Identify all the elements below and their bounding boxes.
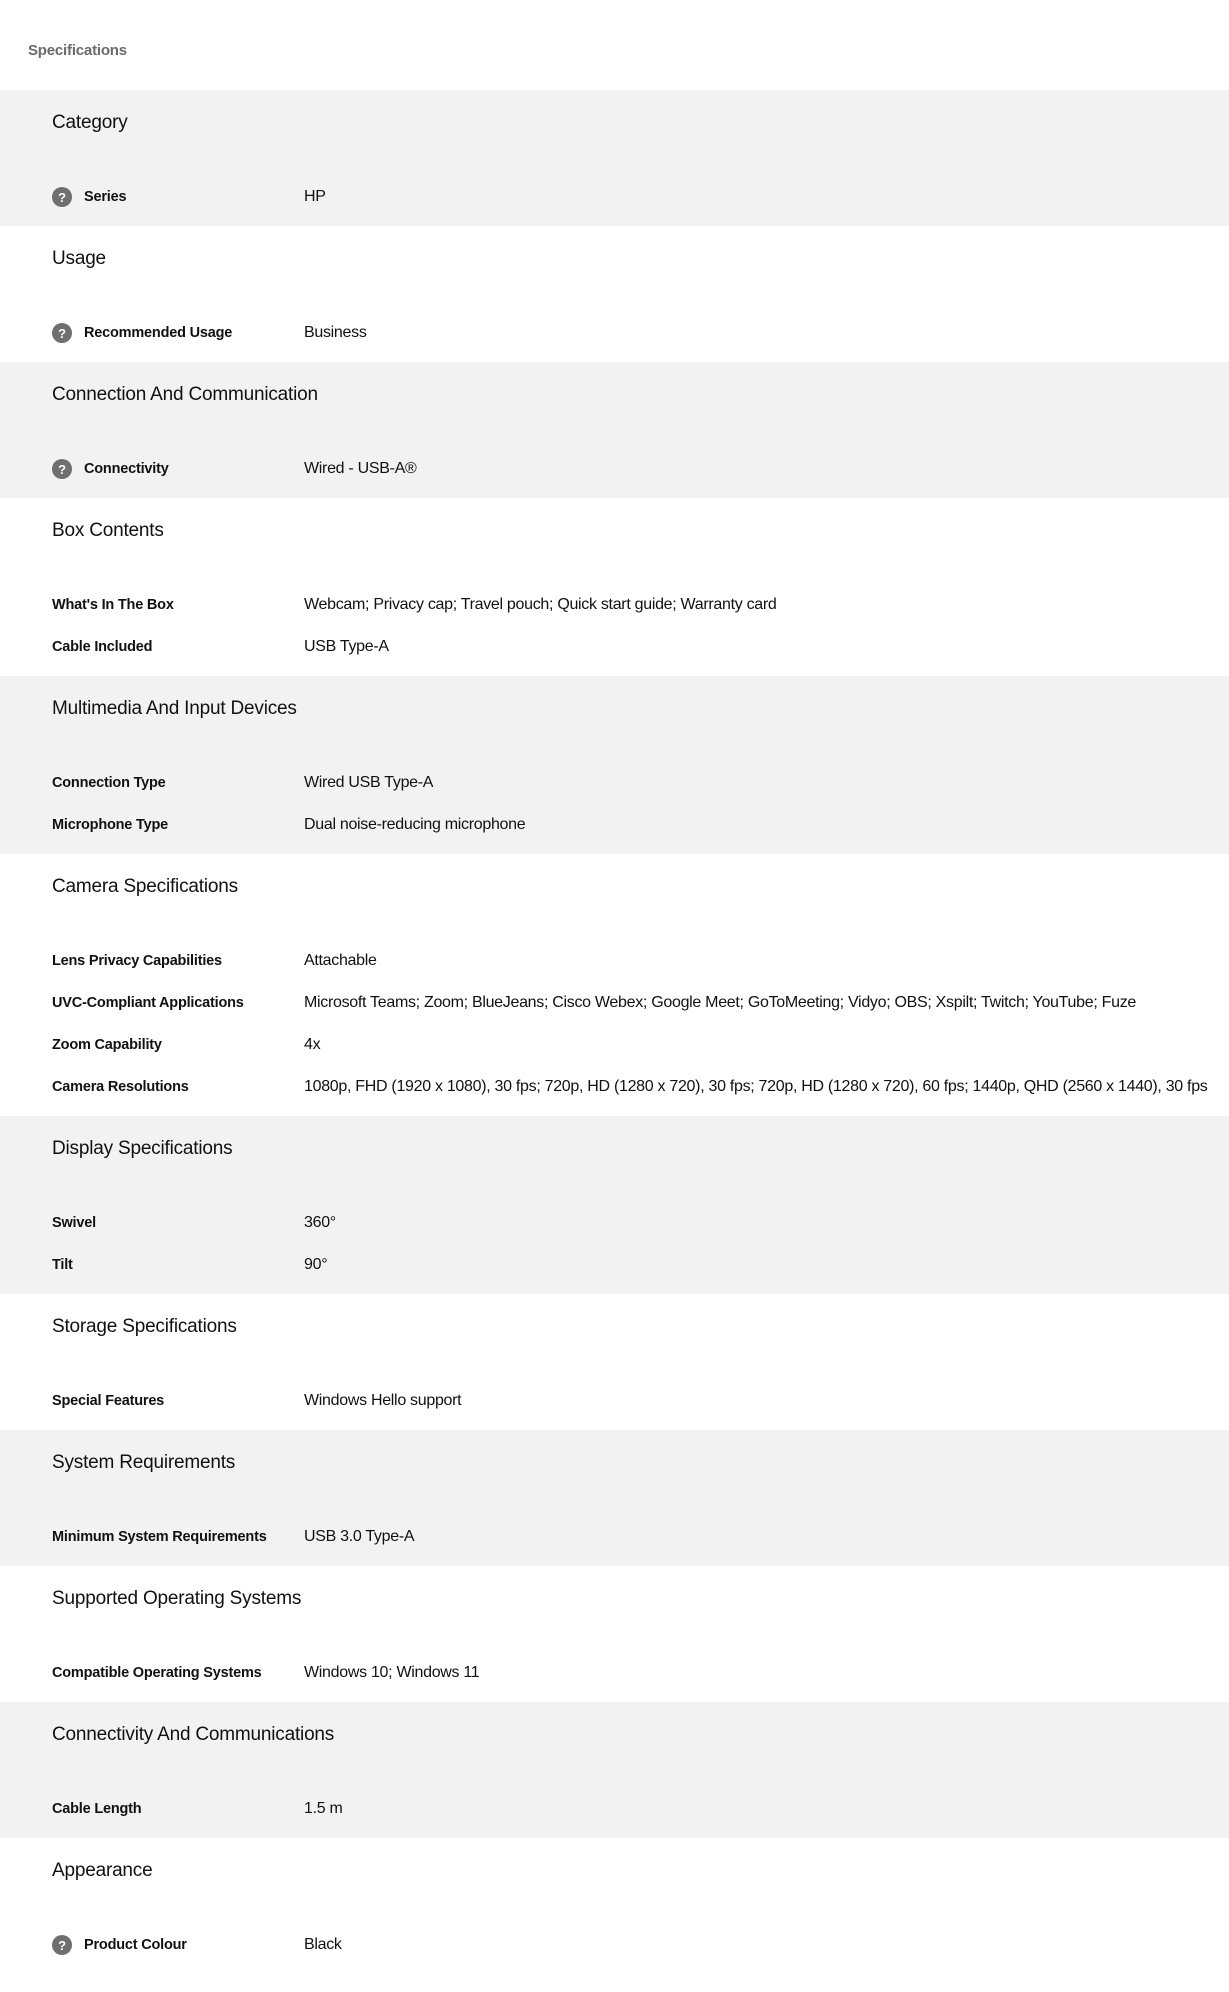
spec-label: [52, 775, 304, 791]
spec-section-multimedia-and-input-devices: [0, 676, 1229, 854]
section-title: System Requirements: [52, 1452, 236, 1473]
spec-section-storage-specifications: [0, 1294, 1229, 1430]
section-title: Connectivity And Communications: [52, 1724, 335, 1745]
spec-rows: [52, 176, 1177, 218]
spec-value: Business: [304, 324, 367, 341]
spec-label-text: Microphone Type: [52, 817, 168, 833]
spec-row: [52, 584, 1177, 626]
help-icon[interactable]: ?: [52, 187, 72, 207]
spec-section-appearance: [0, 1838, 1229, 1974]
spec-label: [52, 323, 304, 343]
spec-label: [52, 1935, 304, 1955]
spec-label-text: Lens Privacy Capabilities: [52, 953, 222, 969]
spec-row: [52, 1924, 1177, 1966]
section-title: Category: [52, 112, 128, 133]
spec-section-connection-and-communication: [0, 362, 1229, 498]
spec-rows: [52, 940, 1208, 1108]
spec-section-usage: [0, 226, 1229, 362]
spec-value: Dual noise-reducing microphone: [304, 816, 526, 833]
spec-label-text: Cable Included: [52, 639, 153, 655]
spec-value: HP: [304, 188, 326, 205]
spec-label-text: Swivel: [52, 1215, 96, 1231]
spec-value: Wired USB Type-A: [304, 774, 434, 791]
spec-value: 90°: [304, 1256, 328, 1273]
spec-label: [52, 1215, 304, 1231]
spec-row: [52, 982, 1177, 1024]
spec-row: [52, 1380, 1177, 1422]
spec-label-text: Compatible Operating Systems: [52, 1665, 262, 1681]
spec-label: [52, 597, 304, 613]
spec-label-text: Camera Resolutions: [52, 1079, 189, 1095]
spec-label-text: Connection Type: [52, 775, 166, 791]
spec-label-text: UVC-Compliant Applications: [52, 995, 244, 1011]
spec-rows: [52, 1788, 1177, 1830]
section-title: Usage: [52, 248, 106, 269]
spec-label-text: Series: [84, 189, 127, 205]
section-title: Supported Operating Systems: [52, 1588, 302, 1609]
spec-row: [52, 176, 1177, 218]
spec-value: Microsoft Teams; Zoom; BlueJeans; Cisco Webex; Google Meet; GoToMeeting; Vidyo; OBS; Xspilt; Twitch; YouTube; Fuze: [304, 994, 1136, 1011]
spec-label: [52, 817, 304, 833]
spec-rows: [52, 1202, 1177, 1286]
page-title: Specifications: [28, 42, 127, 59]
spec-label-text: Cable Length: [52, 1801, 142, 1817]
spec-label: [52, 1079, 304, 1095]
spec-value: Windows 10; Windows 11: [304, 1664, 480, 1681]
spec-row: [52, 626, 1177, 668]
spec-section-supported-operating-systems: [0, 1566, 1229, 1702]
section-title: Appearance: [52, 1860, 153, 1881]
spec-value: Webcam; Privacy cap; Travel pouch; Quick start guide; Warranty card: [304, 596, 777, 613]
spec-label: [52, 639, 304, 655]
spec-rows: [52, 1924, 1177, 1966]
spec-value: Attachable: [304, 952, 377, 969]
spec-row: [52, 1244, 1177, 1286]
spec-rows: [52, 762, 1177, 846]
spec-value: 1080p, FHD (1920 x 1080), 30 fps; 720p, HD (1280 x 720), 30 fps; 720p, HD (1280 x 720), 60 fps; 1440p, QHD (2560 x 1440), 30 fps: [304, 1078, 1208, 1095]
spec-value: Windows Hello support: [304, 1392, 462, 1409]
spec-rows: [52, 312, 1177, 354]
section-title: Storage Specifications: [52, 1316, 237, 1337]
spec-row: [52, 1066, 1208, 1108]
spec-value: 360°: [304, 1214, 336, 1231]
spec-rows: [52, 1516, 1177, 1558]
spec-value: 4x: [304, 1036, 321, 1053]
spec-label: [52, 1665, 304, 1681]
spec-section-category: [0, 90, 1229, 226]
spec-label-text: Recommended Usage: [84, 325, 233, 341]
spec-value: Wired - USB-A®: [304, 460, 417, 477]
help-icon[interactable]: ?: [52, 459, 72, 479]
spec-label: [52, 1037, 304, 1053]
spec-section-camera-specifications: [0, 854, 1229, 1116]
spec-row: [52, 448, 1177, 490]
spec-label-text: Connectivity: [84, 461, 169, 477]
spec-label-text: Minimum System Requirements: [52, 1529, 267, 1545]
spec-row: [52, 762, 1177, 804]
spec-label-text: Tilt: [52, 1257, 73, 1273]
section-title: Connection And Communication: [52, 384, 318, 405]
section-title: Multimedia And Input Devices: [52, 698, 297, 719]
spec-rows: [52, 1652, 1177, 1694]
spec-rows: [52, 1380, 1177, 1422]
spec-row: [52, 1202, 1177, 1244]
spec-label: [52, 953, 304, 969]
spec-row: [52, 1024, 1177, 1066]
spec-row: [52, 1516, 1177, 1558]
spec-label: [52, 1393, 304, 1409]
spec-row: [52, 312, 1177, 354]
spec-label: [52, 187, 304, 207]
spec-label: [52, 459, 304, 479]
spec-label: [52, 1529, 304, 1545]
specifications-list: [0, 90, 1229, 1974]
spec-label-text: Special Features: [52, 1393, 165, 1409]
spec-label-text: Zoom Capability: [52, 1037, 162, 1053]
spec-row: [52, 1788, 1177, 1830]
section-title: Box Contents: [52, 520, 164, 541]
spec-value: 1.5 m: [304, 1800, 343, 1817]
help-icon[interactable]: ?: [52, 1935, 72, 1955]
spec-label-text: Product Colour: [84, 1937, 187, 1953]
spec-row: [52, 804, 1177, 846]
spec-label-text: What's In The Box: [52, 597, 174, 613]
spec-label: [52, 1801, 304, 1817]
spec-rows: [52, 584, 1177, 668]
spec-label: [52, 995, 304, 1011]
spec-section-system-requirements: [0, 1430, 1229, 1566]
spec-section-connectivity-and-communications: [0, 1702, 1229, 1838]
spec-section-box-contents: [0, 498, 1229, 676]
help-icon[interactable]: ?: [52, 323, 72, 343]
spec-row: [52, 1652, 1177, 1694]
spec-value: USB Type-A: [304, 638, 389, 655]
section-title: Display Specifications: [52, 1138, 233, 1159]
spec-value: USB 3.0 Type-A: [304, 1528, 415, 1545]
spec-section-display-specifications: [0, 1116, 1229, 1294]
page-header: [0, 0, 1229, 90]
spec-row: [52, 940, 1177, 982]
spec-value: Black: [304, 1936, 342, 1953]
spec-rows: [52, 448, 1177, 490]
section-title: Camera Specifications: [52, 876, 238, 897]
spec-label: [52, 1257, 304, 1273]
